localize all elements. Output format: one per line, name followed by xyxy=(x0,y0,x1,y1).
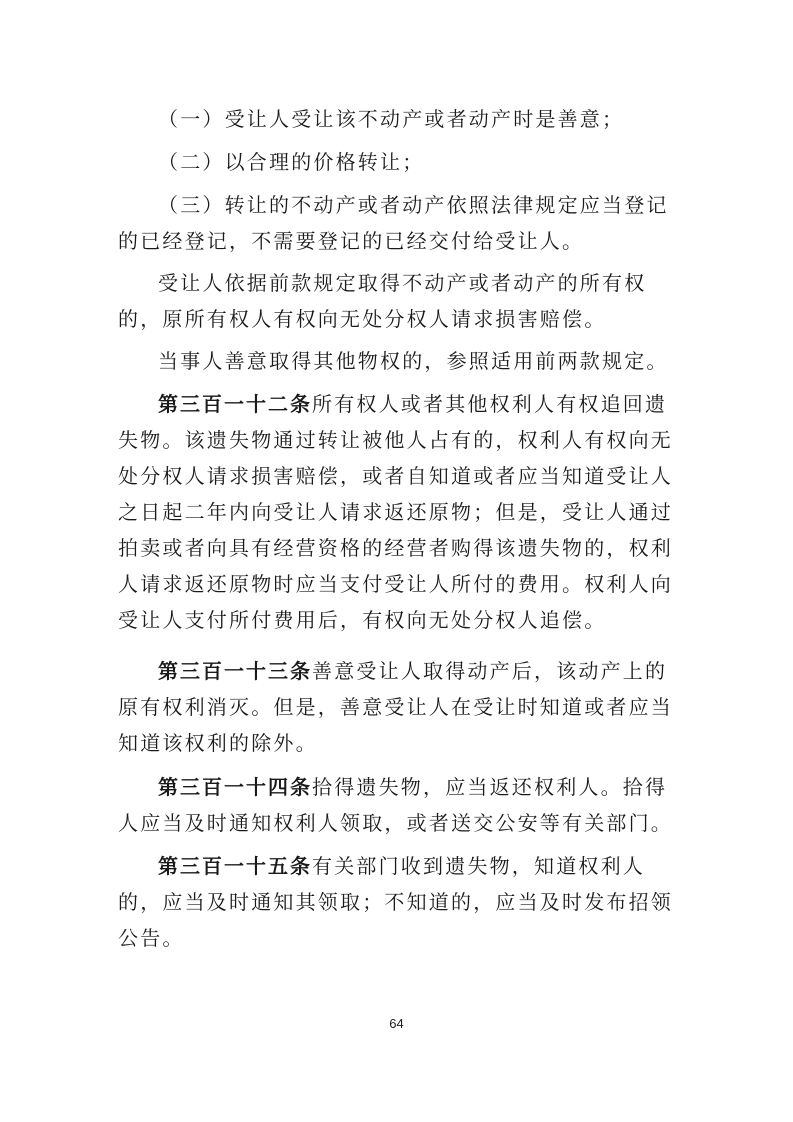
article-heading: 第三百一十五条 xyxy=(158,854,312,878)
page-number: 64 xyxy=(389,1016,404,1031)
paragraph-text: （二）以合理的价格转让； xyxy=(158,150,425,174)
article-heading: 第三百一十四条 xyxy=(158,775,312,799)
article-315 xyxy=(118,848,678,956)
paragraph-text: 当事人善意取得其他物权的，参照适用前两款规定。 xyxy=(158,349,669,373)
document-page xyxy=(118,0,678,1122)
article-312 xyxy=(118,386,678,638)
paragraph-text: （一）受让人受让该不动产或者动产时是善意； xyxy=(158,107,625,131)
paragraph-text: 善意受让人取得动产后，该动产上的原有权利消灭。但是，善意受让人在受让时知道或者应当知道该权利的除外。 xyxy=(118,659,673,755)
paragraph-other-property-rights xyxy=(118,343,678,379)
paragraph-text: 所有权人或者其他权利人有权追回遗失物。该遗失物通过转让被他人占有的，权利人有权向无处分权人请求损害赔偿，或者自知道或者应当知道受让人之日起二年内向受让人请求返还原物；但是，受让人通过拍卖或者向具有经营资格的经营者购得该遗失物的，权利人请求返还原物时应当支付受让人所付的费用。权利人向受让人支付所付费用后，有权向无处分权人追偿。 xyxy=(118,392,673,632)
paragraph-text: 有关部门收到遗失物，知道权利人的，应当及时通知其领取；不知道的，应当及时发布招领公告。 xyxy=(118,854,673,950)
article-314 xyxy=(118,769,678,841)
article-heading: 第三百一十二条 xyxy=(158,392,312,416)
paragraph-good-faith-compensation xyxy=(118,265,678,337)
article-heading: 第三百一十三条 xyxy=(158,659,312,683)
paragraph-text: 受让人依据前款规定取得不动产或者动产的所有权的，原所有权人有权向无处分权人请求损害赔偿。 xyxy=(118,271,647,331)
paragraph-text: 拾得遗失物，应当返还权利人。拾得人应当及时通知权利人领取，或者送交公安等有关部门。 xyxy=(118,775,673,835)
paragraph-item-3 xyxy=(118,187,678,259)
paragraph-item-1 xyxy=(118,101,678,137)
article-313 xyxy=(118,653,678,761)
paragraph-text: （三）转让的不动产或者动产依照法律规定应当登记的已经登记，不需要登记的已经交付给受让人。 xyxy=(118,193,669,253)
paragraph-item-2 xyxy=(118,144,678,180)
